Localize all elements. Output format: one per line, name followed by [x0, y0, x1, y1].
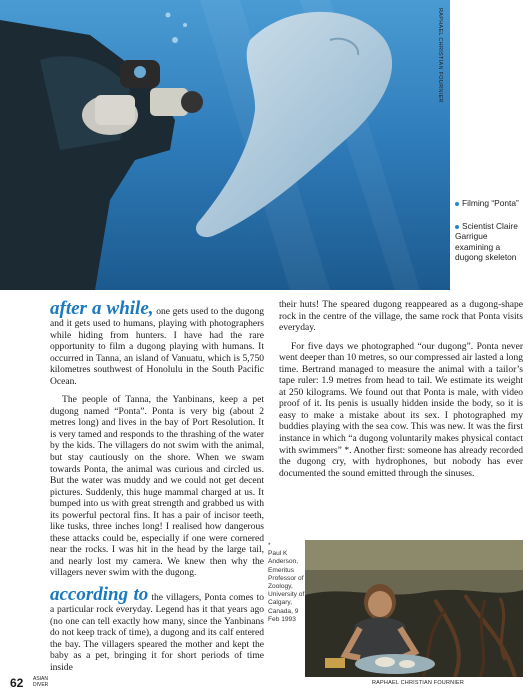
paragraph-3-text: the villagers, Ponta comes to a particular rock everyday. Legend has it that years ago (no one can tell exactly how many, since the Yanbinans do not keep track of time), a dugong and its calf entered the bay. The villagers speared the mother and kept the baby as a pet, bringing it for short periods of time inside [50, 592, 264, 673]
paragraph-1-text: one gets used to the dugong and it gets used to humans, playing with photographers while hiding from hunters. I have had the rare opportunity to film a dugong playing with humans. It occurred in Tanna, an island of Vanuatu, which is 5,750 kilometres southwest of Honolulu in the South Pacific Ocean. [50, 306, 264, 387]
footnote-text: Paul K Anderson, Emeritus Professor of Zoology, University of Calgary, Canada, 9 Feb 1993 [268, 550, 305, 623]
paragraph-3 [50, 585, 264, 673]
paragraph-1 [50, 299, 264, 387]
paragraph-2: The people of Tanna, the Yanbinans, keep a pet dugong named “Ponta”. Ponta is very big (about 2 metres long) and lives in the bay of Port Resolution. It is very tamed and responds to the thrashing of the water by the kids. The villagers do not swim with the animal, but stay cautiously on the shore. When we swam towards Ponta, the animal was curious and circled us. But the water was muddy and we could not get decent pictures. Suddenly, this huge mammal charged at us. It bumped into us with great strength and grabbed us with its powerful pectoral fins. It has a pair of incisor teeth, like tusks, three inches long! I realised how dangerous these attacks could be, especially if one were cornered near the rocks. I was hit in the head by the large tail, and nearly lost my camera. We knew then why the villagers never swim with the dugong. [50, 394, 264, 579]
article-column-1 [50, 299, 264, 673]
underwater-photo-filming-ponta [0, 0, 450, 290]
caption-filming-text: Filming “Ponta” [462, 198, 519, 208]
article-column-2 [279, 299, 523, 479]
bullet-icon [455, 225, 459, 229]
bullet-icon [455, 202, 459, 206]
caption-scientist-text: Scientist Claire Garrigue examining a dugong skeleton [455, 221, 518, 263]
caption-scientist [455, 221, 523, 263]
magazine-name [33, 676, 48, 688]
lead-in-after-a-while: after a while, [50, 298, 154, 319]
magazine-name-line2: DIVER [33, 682, 49, 688]
paragraph-5: For five days we photographed “our dugong”. Ponta never went deeper than 10 metres, so our compressed air lasted a long time. Bertrand managed to measure the animal with a tailor’s tape ruler: 1.9 metres from head to tail. We estimate its weight at 250 kilograms. We found out that Ponta is male, with video proof of it. Its penis is usually hidden inside the body, so it is easy to make a mistake about its sex. I photographed my buddies playing with the sea cow. This was new. It was the first instance in which “a dugong voluntarily makes physical contact with swimmers” *. Another first: someone has already recorded the dugong cry, with hydrophones, but nobody has ever documented the sound emitted through the sinuses. [279, 340, 523, 479]
footnote-star: * [268, 542, 271, 549]
photo-credit-bottom: RAPHAEL CHRISTIAN FOURNIER [372, 680, 465, 686]
magazine-name-line1: ASIAN [33, 676, 49, 682]
page-number: 62 [10, 676, 24, 690]
caption-filming [455, 198, 523, 208]
lead-in-according-to: according to [50, 584, 149, 606]
paragraph-4: their huts! The speared dugong reappeared as a dugong-shape rock in the centre of the village, the same rock that Ponta visits everyday. [279, 299, 523, 334]
footnote [268, 542, 308, 624]
photo-credit-top: RAPHAEL CHRISTIAN FOURNIER [437, 8, 443, 103]
photo-scientist-with-skeleton [305, 540, 523, 677]
